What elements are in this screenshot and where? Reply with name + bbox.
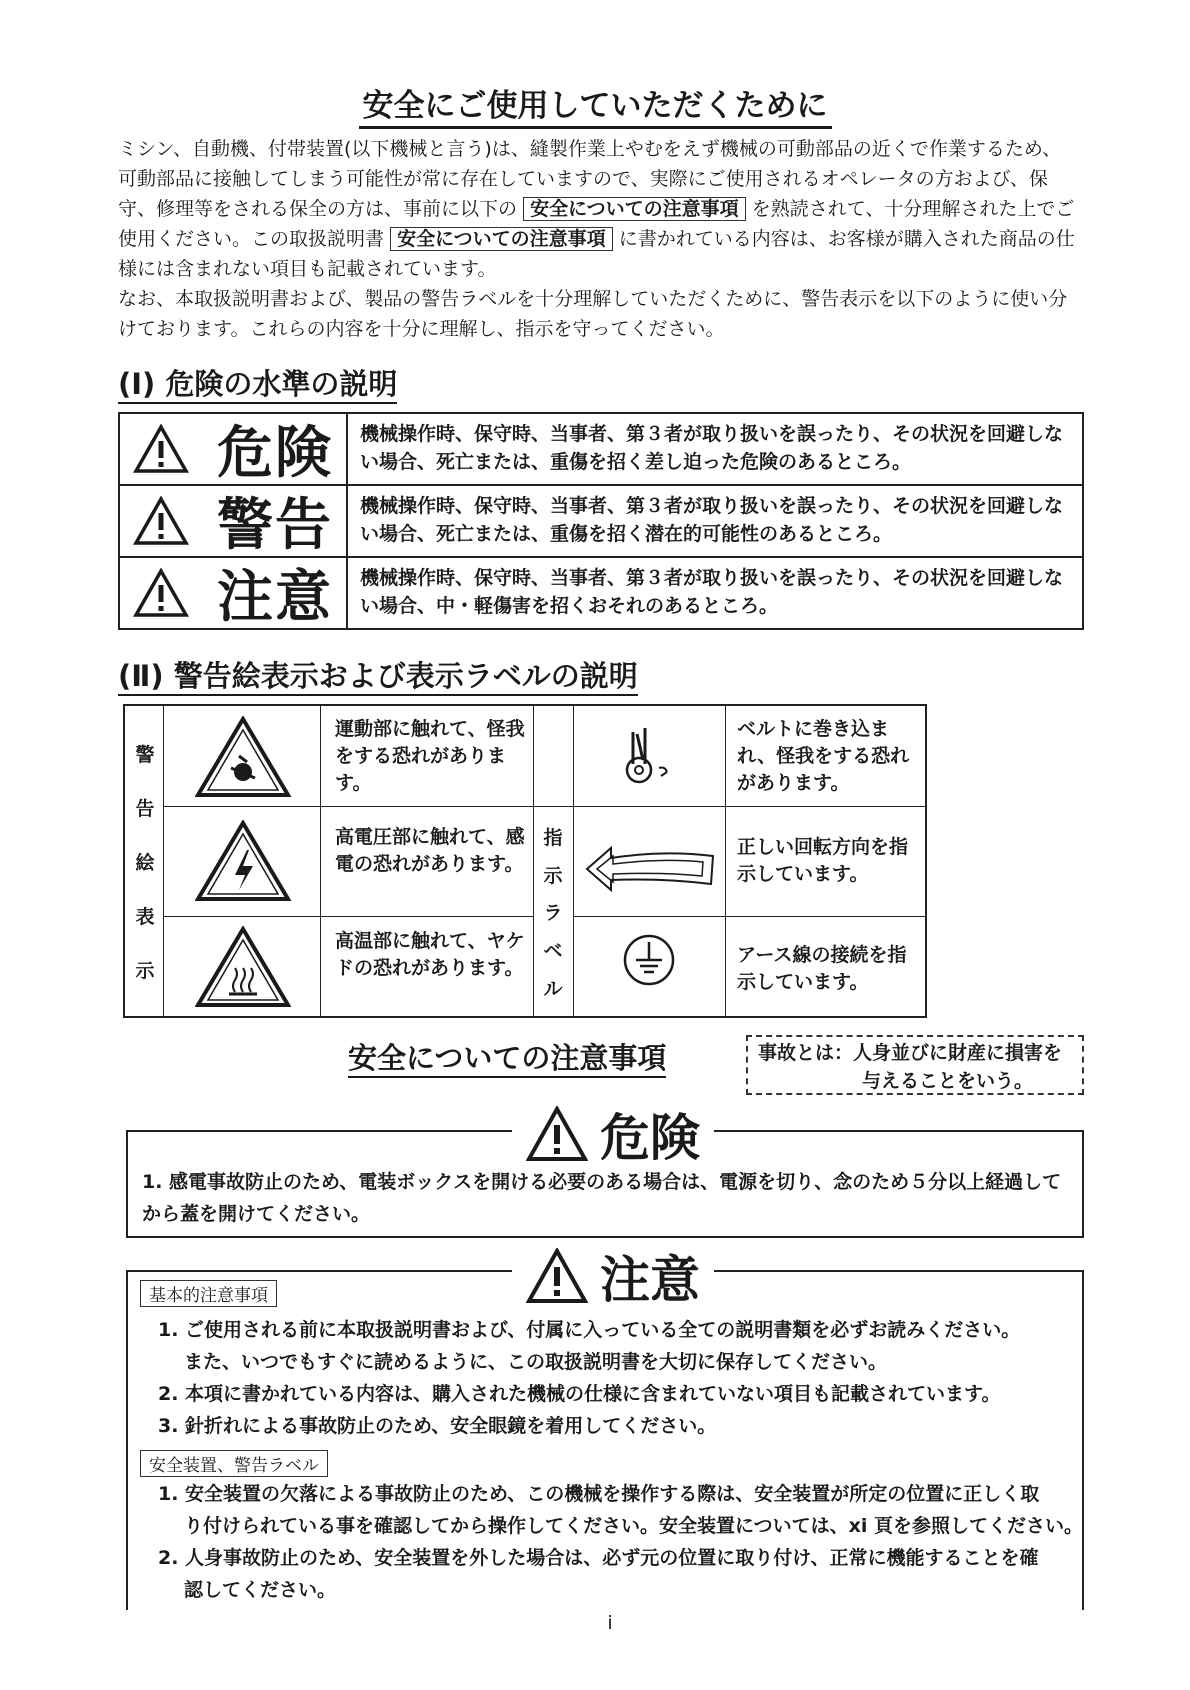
warning-triangle-icon xyxy=(133,568,189,618)
vertical-char: ベ xyxy=(543,940,563,963)
vertical-char: ラ xyxy=(543,902,563,925)
warning-triangle-icon xyxy=(526,1248,588,1304)
hazard-word-danger: 危険 xyxy=(217,421,333,486)
instruction-label-vertical-label xyxy=(533,818,573,1006)
warning-label-table xyxy=(123,704,927,1018)
caution-sub1-item: 1. ご使用される前に本取扱説明書および、付属に入っている全ての説明書類を必ずお読みください。 xyxy=(158,1319,1021,1341)
hazard-row-danger xyxy=(120,414,1082,486)
vertical-char: 告 xyxy=(135,797,155,820)
warning-pictogram-vertical-label xyxy=(125,706,165,1016)
caution-sub1-wrap xyxy=(140,1280,277,1307)
caution-sub1-item: また、いつでもすぐに読めるように、この取扱説明書を大切に保存してください。 xyxy=(184,1351,888,1373)
hazard-row-caution xyxy=(120,558,1082,628)
vertical-char: 示 xyxy=(543,864,563,887)
caution-sub2-tag: 安全装置、警告ラベル xyxy=(140,1450,328,1477)
section1-heading: (Ⅰ) 危険の水準の説明 xyxy=(118,367,397,404)
caution-sub2-item: り付けられている事を確認してから操作してください。安全装置については、xi 頁を参照してください。 xyxy=(184,1515,1084,1537)
vertical-char: ル xyxy=(543,977,563,1000)
danger-item-1: 1. 感電事故防止のため、電装ボックスを開ける必要のある場合は、電源を切り、念のため５分以上経過してから蓋を開けてください。 xyxy=(142,1171,1062,1225)
safety-notes-box-1: 安全についての注意事項 xyxy=(523,197,746,221)
caution-sub2-item: 認してください。 xyxy=(184,1579,337,1601)
hazard-word-warning: 警告 xyxy=(217,493,333,558)
accident-def-line2: 与えることをいう。 xyxy=(862,1070,1034,1092)
accident-definition-box xyxy=(746,1035,1084,1095)
hazard-desc-caution: 機械操作時、保守時、当事者、第３者が取り扱いを誤ったり、その状況を回避しない場合、中・軽傷害を招くおそれのあるところ。 xyxy=(360,567,1064,617)
section3-heading: 安全についての注意事項 xyxy=(348,1041,666,1078)
warning-triangle-icon xyxy=(133,424,189,474)
hazard-level-table xyxy=(118,412,1084,630)
warning-triangle-icon xyxy=(133,496,189,546)
moving-parts-icon xyxy=(195,716,291,798)
label-text-rotation: 正しい回転方向を指示しています。 xyxy=(737,836,909,885)
caution-sub2-item: 1. 安全装置の欠落による事故防止のため、この機械を操作する際は、安全装置が所定の位置に正しく取 xyxy=(158,1483,1040,1505)
caution-sub2-items xyxy=(158,1478,1084,1606)
section2-heading-wrap xyxy=(118,654,638,695)
warn-text-hot: 高温部に触れて、ヤケドの恐れがあります。 xyxy=(335,930,525,979)
intro-paragraph-2: なお、本取扱説明書および、製品の警告ラベルを十分理解していただくために、警告表示を以下のように使い分けております。これらの内容を十分に理解し、指示を守ってください。 xyxy=(118,288,1068,340)
caution-sub2-wrap xyxy=(140,1450,328,1477)
vertical-char: 指 xyxy=(543,827,563,850)
caution-signal-header xyxy=(512,1240,714,1312)
warn-text-moving: 運動部に触れて、怪我をする恐れがあります。 xyxy=(335,718,525,794)
hot-surface-icon xyxy=(195,926,291,1008)
hazard-desc-warning: 機械操作時、保守時、当事者、第３者が取り扱いを誤ったり、その状況を回避しない場合、死亡または、重傷を招く潜在的可能性のあるところ。 xyxy=(360,495,1064,545)
intro-text-b: を熟読されて、十分理解された上でご使用ください。この取扱説明書 xyxy=(118,198,1075,250)
warning-triangle-icon xyxy=(526,1106,588,1162)
caution-sub1-tag: 基本的注意事項 xyxy=(140,1280,277,1307)
vertical-char: 表 xyxy=(135,905,155,928)
belt-icon xyxy=(615,724,685,790)
vertical-char: 警 xyxy=(135,743,155,766)
vertical-char: 示 xyxy=(135,959,155,982)
vertical-char: 絵 xyxy=(135,851,155,874)
intro-text xyxy=(118,134,1078,344)
hazard-row-warning xyxy=(120,486,1082,558)
accident-def-line1: 事故とは：人身並びに財産に損害を xyxy=(758,1042,1063,1064)
intro-text-a: ミシン、自動機、付帯装置(以下機械と言う)は、縫製作業上やむをえず機械の可動部品の近くで作業するため、可動部品に接触してしまう可能性が常に存在していますので、実際にご使用されるオペレータの方および、保守、修理等をされる保全の方は、事前に以下の xyxy=(118,138,1062,220)
label-text-ground: アース線の接続を指示しています。 xyxy=(737,944,907,993)
warn-text-voltage: 高電圧部に触れて、感電の恐れがあります。 xyxy=(335,826,525,875)
ground-icon xyxy=(621,932,677,988)
section2-heading: (Ⅱ) 警告絵表示および表示ラベルの説明 xyxy=(118,659,638,696)
caution-sub1-item: 2. 本項に書かれている内容は、購入された機械の仕様に含まれていない項目も記載されています。 xyxy=(158,1383,1001,1405)
hazard-word-caution: 注意 xyxy=(217,565,333,630)
danger-signal-header xyxy=(512,1098,714,1170)
caution-sub1-item: 3. 針折れによる事故防止のため、安全眼鏡を着用してください。 xyxy=(158,1415,717,1437)
rotation-arrow-icon xyxy=(583,844,719,894)
section3-heading-wrap xyxy=(348,1036,666,1077)
page-number: i xyxy=(607,1612,613,1634)
caution-sub1-items xyxy=(158,1314,1078,1442)
safety-notes-box-2: 安全についての注意事項 xyxy=(390,227,613,251)
intro-text-c: に書かれている内容は、お客様が購入された商品の仕様には含まれない項目も記載されています。 xyxy=(118,228,1075,280)
page-title-wrap xyxy=(0,80,1190,125)
hazard-desc-danger: 機械操作時、保守時、当事者、第３者が取り扱いを誤ったり、その状況を回避しない場合、死亡または、重傷を招く差し迫った危険のあるところ。 xyxy=(360,423,1064,473)
caution-sub2-item: 2. 人身事故防止のため、安全装置を外した場合は、必ず元の位置に取り付け、正常に機能することを確 xyxy=(158,1547,1039,1569)
label-text-belt: ベルトに巻き込まれ、怪我をする恐れがあります。 xyxy=(737,718,910,794)
danger-signal-word: 危険 xyxy=(600,1109,700,1167)
high-voltage-icon xyxy=(195,820,291,902)
caution-signal-word: 注意 xyxy=(600,1251,700,1309)
intro-paragraph-1 xyxy=(118,134,1078,284)
page-title: 安全にご使用していただくために xyxy=(359,88,832,129)
section1-heading-wrap xyxy=(118,362,397,403)
